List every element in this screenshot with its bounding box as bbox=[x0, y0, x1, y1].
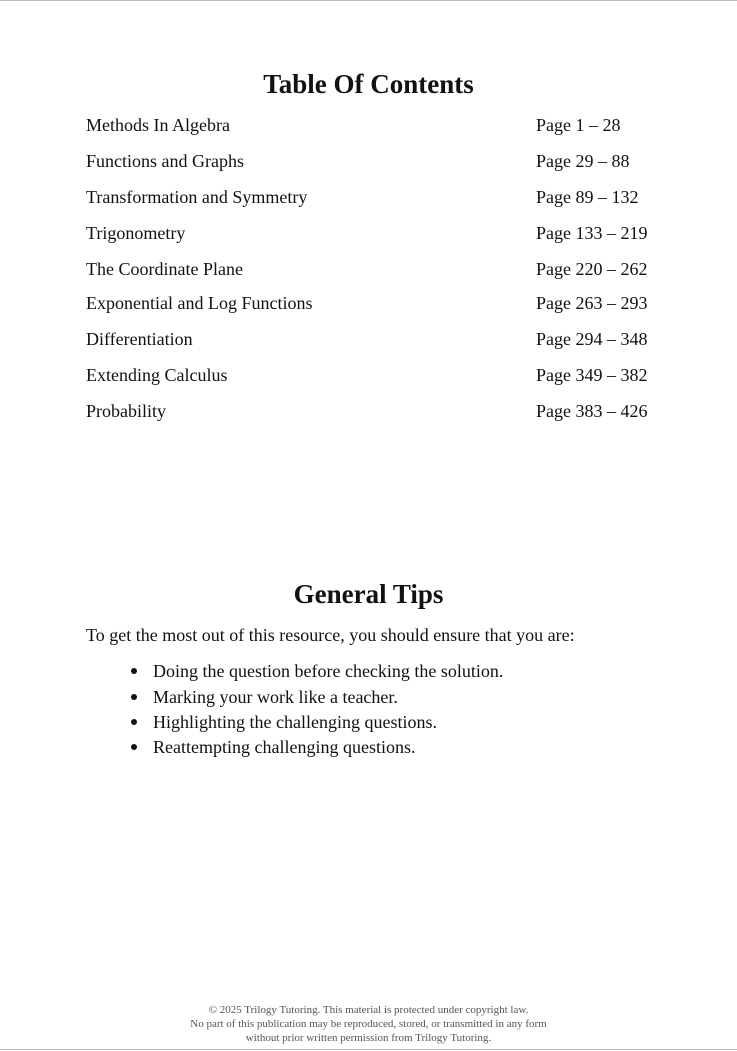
tip-text: Highlighting the challenging questions. bbox=[153, 712, 437, 732]
toc-chapter-name: Methods In Algebra bbox=[86, 115, 230, 135]
toc-page-range: Page 1 – 28 bbox=[536, 115, 621, 135]
page-top-border bbox=[0, 0, 737, 1]
footer-line: No part of this publication may be reproduced, stored, or transmitted in any form bbox=[190, 1018, 547, 1030]
toc-entry bbox=[86, 148, 686, 184]
footer-line: without prior written permission from Trilogy Tutoring. bbox=[245, 1032, 492, 1044]
toc-entry bbox=[86, 256, 686, 290]
toc-list bbox=[86, 112, 686, 434]
bullet-icon bbox=[131, 668, 137, 674]
toc-chapter-name: Differentiation bbox=[86, 329, 193, 349]
toc-chapter-name: Exponential and Log Functions bbox=[86, 293, 313, 313]
bullet-icon bbox=[131, 694, 137, 700]
toc-chapter-name: Functions and Graphs bbox=[86, 151, 244, 171]
toc-page-range: Page 383 – 426 bbox=[536, 401, 648, 421]
tips-intro: To get the most out of this resource, you should ensure that you are: bbox=[86, 625, 575, 645]
toc-chapter-name: Probability bbox=[86, 401, 166, 421]
tip-text: Doing the question before checking the solution. bbox=[153, 661, 504, 681]
toc-page-range: Page 263 – 293 bbox=[536, 293, 648, 313]
toc-page-range: Page 89 – 132 bbox=[536, 187, 639, 207]
footer-line: © 2025 Trilogy Tutoring. This material is protected under copyright law. bbox=[208, 1004, 529, 1016]
toc-entry bbox=[86, 112, 686, 148]
toc-entry bbox=[86, 290, 686, 326]
toc-title: Table Of Contents bbox=[263, 69, 474, 99]
toc-entry bbox=[86, 326, 686, 362]
toc-page-range: Page 349 – 382 bbox=[536, 365, 648, 385]
toc-chapter-name: Extending Calculus bbox=[86, 365, 228, 385]
toc-entry bbox=[86, 184, 686, 220]
toc-page-range: Page 133 – 219 bbox=[536, 223, 648, 243]
toc-page-range: Page 294 – 348 bbox=[536, 329, 648, 349]
toc-page-range: Page 29 – 88 bbox=[536, 151, 630, 171]
tip-text: Marking your work like a teacher. bbox=[153, 687, 398, 707]
bullet-icon bbox=[131, 719, 137, 725]
tips-title: General Tips bbox=[293, 579, 444, 609]
toc-entry bbox=[86, 398, 686, 434]
page-bottom-border bbox=[0, 1049, 737, 1050]
toc-page-range: Page 220 – 262 bbox=[536, 259, 648, 279]
toc-entry bbox=[86, 220, 686, 256]
toc-entry bbox=[86, 362, 686, 398]
toc-chapter-name: The Coordinate Plane bbox=[86, 259, 243, 279]
copyright-footer bbox=[0, 1003, 737, 1045]
toc-chapter-name: Transformation and Symmetry bbox=[86, 187, 308, 207]
toc-chapter-name: Trigonometry bbox=[86, 223, 186, 243]
tip-text: Reattempting challenging questions. bbox=[153, 737, 416, 757]
bullet-icon bbox=[131, 744, 137, 750]
